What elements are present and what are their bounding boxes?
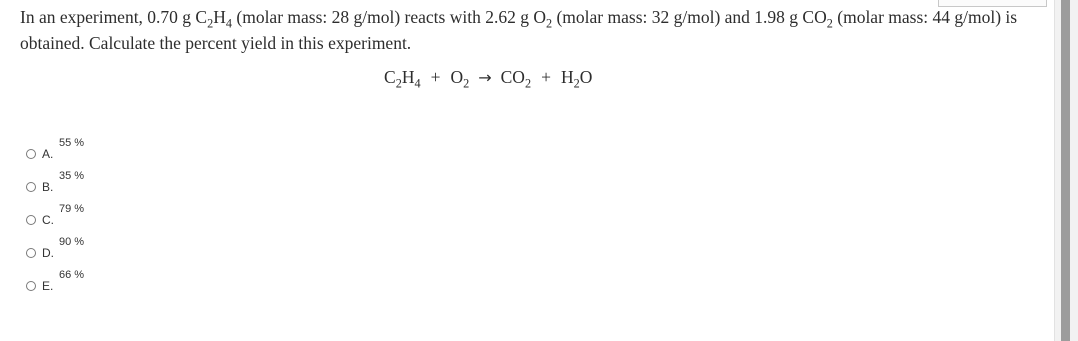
question-text: In an experiment, 0.70 g $C_2H_4$ (molar mass: 28 g/mol) reacts with 2.62 g $O_2$ (molar mass: 32 g/mol) and 1.98 g $CO_2$ (molar mass: 44 g/mol) is obtained. Calculate the percent yield in this experiment. bbox=[20, 7, 1018, 53]
choice-value: 35 % bbox=[59, 170, 85, 182]
product-water: $H_2O$ bbox=[560, 67, 593, 91]
radio-button-icon[interactable] bbox=[26, 248, 36, 258]
choice-letter: C. bbox=[42, 213, 54, 227]
choice-value: 79 % bbox=[59, 203, 85, 215]
radio-button-icon[interactable] bbox=[26, 215, 36, 225]
choice-value: 90 % bbox=[59, 236, 85, 248]
product-carbon-dioxide: $CO_2$ bbox=[500, 67, 532, 91]
choice-letter: A. bbox=[42, 147, 54, 161]
radio-button-icon[interactable] bbox=[26, 281, 36, 291]
choice-letter: B. bbox=[42, 180, 54, 194]
plus-sign: + bbox=[430, 67, 441, 87]
radio-button-icon[interactable] bbox=[26, 149, 36, 159]
choice-value: 66 % bbox=[59, 269, 85, 281]
reaction-arrow-icon: → bbox=[478, 68, 492, 87]
plus-sign: + bbox=[541, 67, 551, 87]
radio-button-icon[interactable] bbox=[26, 182, 36, 192]
chemical-equation bbox=[384, 64, 592, 91]
reactant-ethylene: $C_2H_4$ bbox=[384, 67, 421, 91]
scrollbar-thumb[interactable] bbox=[1061, 0, 1070, 341]
choice-letter: E. bbox=[42, 279, 54, 293]
choice-value: 55 % bbox=[59, 137, 85, 149]
choice-letter: D. bbox=[42, 246, 54, 260]
reactant-oxygen: $O_2$ bbox=[450, 67, 470, 91]
vertical-scrollbar[interactable] bbox=[1054, 0, 1078, 341]
